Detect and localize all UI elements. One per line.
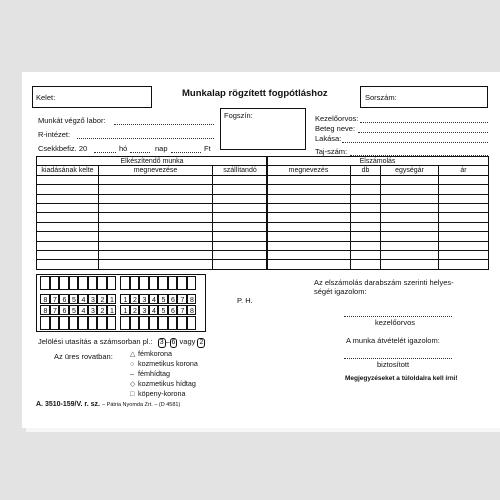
table-row[interactable] — [267, 260, 489, 269]
munkat-vegzo-label: Munkát végző labor: — [38, 116, 106, 125]
tooth-number: 7 — [180, 296, 185, 304]
table-row[interactable] — [37, 175, 268, 184]
csekk-nap: nap — [155, 144, 168, 153]
circle-icon: ○ — [130, 361, 135, 368]
tooth-number: 2 — [100, 307, 105, 315]
billing-col-price: ár — [439, 166, 489, 175]
tooth-number: 1 — [110, 296, 114, 304]
notation-vagy: vagy — [179, 337, 196, 346]
notation-example-2: 6 — [171, 339, 176, 346]
r-intezet-line[interactable] — [77, 138, 214, 139]
tooth-cell[interactable] — [130, 305, 140, 315]
empty-field-label: Az üres rovatban: — [54, 352, 113, 361]
table-row[interactable] — [37, 213, 268, 222]
doctor-caption: kezelőorvos — [375, 318, 416, 327]
tooth-mark-cell[interactable] — [149, 276, 159, 290]
taj-szam-label: Taj-szám: — [315, 147, 348, 156]
tooth-number: 8 — [190, 296, 194, 304]
list-item: ◇ kozmetikus hídtag — [130, 379, 196, 388]
billing-table-caption: Elszámolás — [267, 157, 489, 166]
lakasa-label: Lakása: — [315, 134, 342, 143]
work-col-name: megnevezése — [99, 166, 213, 175]
tooth-cell[interactable] — [40, 305, 50, 315]
lakasa-line[interactable] — [342, 142, 488, 143]
tooth-mark-cell[interactable] — [158, 276, 168, 290]
tooth-mark-cell[interactable] — [120, 316, 130, 330]
form-sheet — [22, 72, 500, 428]
tooth-mark-cell[interactable] — [158, 316, 168, 330]
tooth-mark-cell[interactable] — [40, 316, 50, 330]
munkat-vegzo-line[interactable] — [114, 124, 214, 125]
tooth-cell[interactable] — [59, 305, 69, 315]
table-row[interactable] — [267, 185, 489, 194]
table-row[interactable] — [267, 241, 489, 250]
tooth-cell[interactable] — [120, 294, 130, 304]
tooth-number: 5 — [161, 307, 166, 315]
tooth-cell[interactable] — [107, 294, 117, 304]
list-item: □ köpeny-korona — [130, 389, 186, 398]
tooth-mark-cell[interactable] — [168, 316, 178, 330]
printer-info: – Pátria Nyomda Zrt. – (D 4581) — [102, 402, 181, 408]
tooth-number: 6 — [171, 296, 175, 304]
tooth-number: 3 — [91, 307, 95, 315]
table-row[interactable] — [37, 185, 268, 194]
tooth-cell[interactable] — [139, 305, 149, 315]
notation-instruction: Jelölési utasítás a számsorban pl.: 3 – 6 vagy 2 — [38, 337, 204, 346]
tooth-mark-cell[interactable] — [59, 276, 69, 290]
table-row[interactable] — [267, 194, 489, 203]
tooth-number: 2 — [133, 296, 137, 304]
table-row[interactable] — [37, 241, 268, 250]
tooth-number: 1 — [123, 307, 128, 315]
stamp-label: P. H. — [237, 296, 253, 305]
tooth-cell[interactable] — [187, 294, 197, 304]
form-footer — [36, 400, 180, 409]
tooth-cell[interactable] — [120, 305, 130, 315]
sorszam-label: Sorszám: — [365, 93, 397, 102]
tooth-mark-cell[interactable] — [59, 316, 69, 330]
table-row[interactable] — [37, 194, 268, 203]
tooth-mark-cell[interactable] — [139, 316, 149, 330]
acceptance-label: A munka átvételét igazolom: — [346, 336, 440, 345]
tooth-number: 3 — [91, 296, 95, 304]
tooth-cell[interactable] — [97, 294, 107, 304]
cert-line-2: ségét igazolom: — [314, 287, 367, 296]
tooth-number: 5 — [72, 296, 76, 304]
tooth-mark-cell[interactable] — [69, 316, 79, 330]
dash-icon: – — [130, 371, 134, 378]
tooth-cell[interactable] — [130, 294, 140, 304]
tooth-cell[interactable] — [149, 294, 159, 304]
tooth-cell[interactable] — [149, 305, 159, 315]
fogszin-box[interactable] — [220, 108, 306, 150]
tooth-mark-cell[interactable] — [120, 276, 130, 290]
notation-prefix: Jelölési utasítás a számsorban pl.: — [38, 337, 153, 346]
billing-col-name: megnevezés — [267, 166, 351, 175]
tooth-cell[interactable] — [177, 305, 187, 315]
tooth-mark-cell[interactable] — [78, 276, 88, 290]
table-row[interactable] — [37, 203, 268, 212]
tooth-mark-cell[interactable] — [50, 276, 60, 290]
tooth-mark-cell[interactable] — [69, 276, 79, 290]
tooth-number: 6 — [62, 307, 67, 315]
tooth-mark-cell[interactable] — [130, 316, 140, 330]
tooth-mark-cell[interactable] — [107, 316, 117, 330]
tooth-mark-cell[interactable] — [130, 276, 140, 290]
square-icon: □ — [130, 391, 135, 398]
table-row[interactable] — [267, 175, 489, 184]
list-item: ○ kozmetikus korona — [130, 359, 198, 368]
tooth-number: 3 — [142, 296, 147, 304]
form-code: A. 3510-159/V. r. sz. — [36, 401, 100, 408]
tooth-number: 4 — [152, 296, 156, 304]
work-table-caption: Elkészítendő munka — [37, 157, 268, 166]
tooth-cell[interactable] — [78, 305, 88, 315]
tooth-mark-cell[interactable] — [97, 316, 107, 330]
tooth-number: 5 — [72, 307, 76, 315]
tooth-mark-cell[interactable] — [139, 276, 149, 290]
tooth-mark-cell[interactable] — [40, 276, 50, 290]
tooth-mark-cell[interactable] — [149, 316, 159, 330]
tooth-cell[interactable] — [59, 294, 69, 304]
tooth-number: 3 — [142, 307, 147, 315]
tooth-cell[interactable] — [158, 305, 168, 315]
table-row[interactable] — [37, 250, 268, 259]
billing-table — [266, 156, 489, 270]
tooth-number: 4 — [81, 296, 86, 304]
form-title: Munkalap rögzített fogpótláshoz — [182, 88, 328, 99]
billing-col-unit-price: egységár — [381, 166, 439, 175]
table-row[interactable] — [267, 213, 489, 222]
kezeloorvos-line[interactable] — [360, 122, 488, 123]
tooth-cell[interactable] — [78, 294, 88, 304]
tooth-mark-cell[interactable] — [177, 276, 187, 290]
tooth-number: 7 — [180, 307, 185, 315]
tooth-number: 7 — [53, 307, 57, 315]
tooth-number: 2 — [100, 296, 105, 304]
tooth-number: 1 — [110, 307, 114, 315]
table-row[interactable] — [37, 260, 268, 269]
kezeloorvos-label: Kezelőorvos: — [315, 114, 359, 123]
table-row[interactable] — [267, 250, 489, 259]
csekk-prefix: Csekkbefiz. 20 — [38, 144, 88, 153]
tooth-cell[interactable] — [168, 305, 178, 315]
insurer-caption: biztosított — [377, 360, 410, 369]
tooth-number: 4 — [81, 307, 86, 315]
triangle-icon: △ — [130, 351, 136, 358]
notation-example-3: 2 — [199, 339, 204, 346]
tooth-cell[interactable] — [97, 305, 107, 315]
list-item: △ fémkorona — [130, 349, 172, 358]
cert-line-1: Az elszámolás darabszám szerinti helyes- — [314, 278, 454, 287]
tooth-cell[interactable] — [168, 294, 178, 304]
tooth-mark-cell[interactable] — [97, 276, 107, 290]
work-table — [36, 156, 268, 270]
tooth-mark-cell[interactable] — [177, 316, 187, 330]
tooth-cell[interactable] — [107, 305, 117, 315]
tooth-cell[interactable] — [40, 294, 50, 304]
csekk-nap-line[interactable] — [171, 152, 201, 153]
doctor-signature-line[interactable] — [344, 316, 452, 317]
tooth-number: 8 — [43, 307, 48, 315]
tooth-mark-cell[interactable] — [187, 316, 197, 330]
tooth-cell[interactable] — [88, 305, 98, 315]
kelet-box[interactable] — [32, 86, 152, 108]
tooth-number: 1 — [123, 296, 128, 304]
tooth-number: 6 — [62, 296, 67, 304]
tooth-number: 5 — [161, 296, 166, 304]
tooth-number: 2 — [133, 307, 137, 315]
kelet-label: Kelet: — [36, 93, 56, 102]
tooth-number: 4 — [152, 307, 156, 315]
tooth-cell[interactable] — [187, 305, 197, 315]
csekk-ho-line[interactable] — [130, 152, 150, 153]
csekk-year-line[interactable] — [94, 152, 116, 153]
work-col-date: kiadásának kelte — [37, 166, 99, 175]
tooth-mark-cell[interactable] — [50, 316, 60, 330]
tooth-cell[interactable] — [88, 294, 98, 304]
diamond-icon: ◇ — [130, 381, 136, 388]
sorszam-box[interactable] — [360, 86, 488, 108]
tooth-number: 6 — [171, 307, 175, 315]
table-row[interactable] — [267, 232, 489, 241]
tooth-cell[interactable] — [50, 305, 60, 315]
tooth-mark-cell[interactable] — [88, 276, 98, 290]
billing-col-qty: db — [351, 166, 381, 175]
tooth-mark-cell[interactable] — [187, 276, 197, 290]
insurer-signature-line[interactable] — [344, 358, 452, 359]
fogszin-label: Fogszín: — [224, 111, 253, 120]
back-note: Megjegyzéseket a túloldalra kell írni! — [345, 375, 458, 382]
tooth-number: 8 — [43, 296, 48, 304]
beteg-neve-label: Beteg neve: — [315, 124, 356, 133]
r-intezet-label: R-intézet: — [38, 130, 71, 139]
tooth-cell[interactable] — [139, 294, 149, 304]
csekk-ho: hó — [119, 144, 128, 153]
tooth-grid — [36, 274, 206, 332]
table-row[interactable] — [37, 222, 268, 231]
work-col-deliver: szállítandó — [213, 166, 268, 175]
tooth-chart[interactable] — [36, 274, 206, 332]
tooth-mark-cell[interactable] — [88, 316, 98, 330]
tooth-cell[interactable] — [177, 294, 187, 304]
table-row[interactable] — [37, 232, 268, 241]
tooth-mark-cell[interactable] — [168, 276, 178, 290]
tooth-mark-cell[interactable] — [78, 316, 88, 330]
tooth-cell[interactable] — [50, 294, 60, 304]
tooth-cell[interactable] — [69, 305, 79, 315]
list-item: – fémhídtag — [130, 369, 170, 378]
table-row[interactable] — [267, 203, 489, 212]
tooth-cell[interactable] — [158, 294, 168, 304]
tooth-number: 8 — [190, 307, 194, 315]
beteg-neve-line[interactable] — [358, 132, 488, 133]
tooth-number: 7 — [53, 296, 57, 304]
notation-example-1: 3 — [159, 339, 164, 346]
table-row[interactable] — [267, 222, 489, 231]
csekk-ft: Ft — [204, 144, 211, 153]
tooth-mark-cell[interactable] — [107, 276, 117, 290]
tooth-cell[interactable] — [69, 294, 79, 304]
